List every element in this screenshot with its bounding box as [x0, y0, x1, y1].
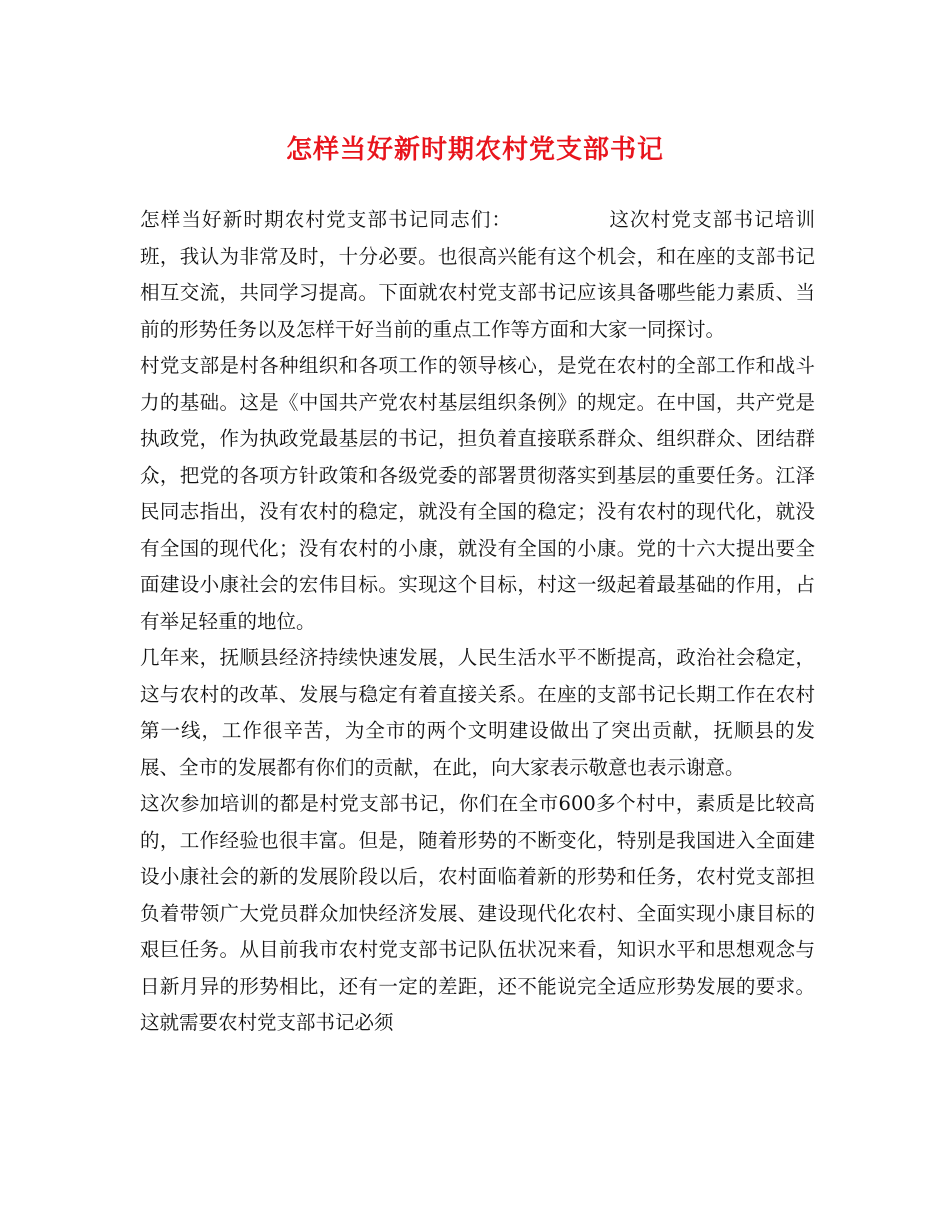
- document-body: [140, 202, 815, 1042]
- paragraph-4: 这次参加培训的都是村党支部书记，你们在全市600多个村中，素质是比较高的，工作经验也很丰富。但是，随着形势的不断变化，特别是我国进入全面建设小康社会的新的发展阶段以后，农村面临着新的形势和任务，农村党支部担负着带领广大党员群众加快经济发展、建设现代化农村、全面实现小康目标的艰巨任务。从目前我市农村党支部书记队伍状况来看，知识水平和思想观念与日新月异的形势相比，还有一定的差距，还不能说完全适应形势发展的要求。这就需要农村党支部书记必须: [140, 792, 815, 1034]
- paragraph-text: 这次村党支部书记培训班，我认为非常及时，十分必要。也很高兴能有这个机会，和在座的支部书记相互交流，共同学习提高。下面就农村党支部书记应该具备哪些能力素质、当前的形势任务以及怎样干好当前的重点工作等方面和大家一同探讨。: [140, 208, 815, 341]
- salutation-text: 怎样当好新时期农村党支部书记同志们：: [140, 208, 513, 231]
- paragraph-intro: [140, 202, 815, 348]
- document-title: 怎样当好新时期农村党支部书记: [285, 135, 664, 165]
- paragraph-2: 村党支部是村各种组织和各项工作的领导核心，是党在农村的全部工作和战斗力的基础。这是《中国共产党农村基层组织条例》的规定。在中国，共产党是执政党，作为执政党最基层的书记，担负着直接联系群众、组织群众、团结群众，把党的各项方针政策和各级党委的部署贯彻落实到基层的重要任务。江泽民同志指出，没有农村的稳定，就没有全国的稳定；没有农村的现代化，就没有全国的现代化；没有农村的小康，就没有全国的小康。党的十六大提出要全面建设小康社会的宏伟目标。实现这个目标，村这一级起着最基础的作用，占有举足轻重的地位。: [140, 354, 815, 633]
- paragraph-3: 几年来，抚顺县经济持续快速发展，人民生活水平不断提高，政治社会稳定，这与农村的改革、发展与稳定有着直接关系。在座的支部书记长期工作在农村第一线，工作很辛苦，为全市的两个文明建设做出了突出贡献，抚顺县的发展、全市的发展都有你们的贡献，在此，向大家表示敬意也表示谢意。: [140, 646, 815, 779]
